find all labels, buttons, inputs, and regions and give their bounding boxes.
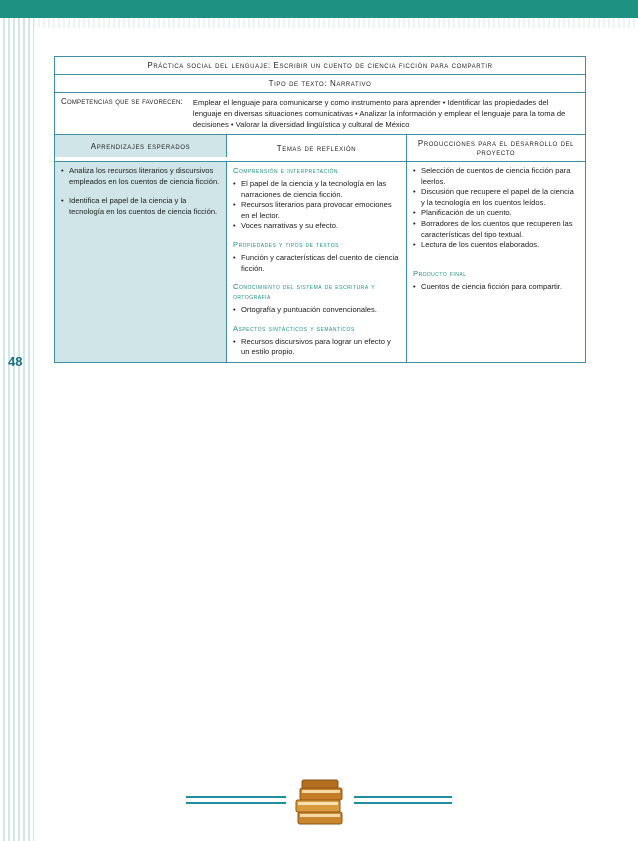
column-header-temas: Temas de reflexión: [227, 135, 407, 161]
aprendizajes-list: [61, 166, 220, 217]
list-item: • Planificación de un cuento.: [413, 208, 579, 219]
footer-rule-right: [354, 796, 452, 804]
aprendizajes-cell: [55, 162, 227, 362]
list-item: • Borradores de los cuentos que recuperen las características del tipo textual.: [413, 219, 579, 240]
list-item: • Ortografía y puntuación convencionales.: [233, 305, 400, 316]
table-title: Práctica social del lenguaje: Escribir un cuento de ciencia ficción para compartir: [147, 61, 493, 70]
temas-list: [233, 305, 400, 316]
table-subtitle-row: [55, 75, 585, 93]
competencias-row: [55, 93, 585, 135]
temas-list: [233, 179, 400, 232]
section-heading: Aspectos sintácticos y semánticos: [233, 323, 355, 333]
footer-rule-left: [186, 796, 286, 804]
top-stripe-pattern: [0, 18, 638, 28]
list-item: • Voces narrativas y su efecto.: [233, 221, 400, 232]
competencias-cell: [55, 93, 585, 134]
list-item: • Discusión que recupere el papel de la ciencia y la tecnología en los cuentos leídos.: [413, 187, 579, 208]
producto-list: [413, 282, 579, 293]
list-item: • Lectura de los cuentos elaborados.: [413, 240, 579, 251]
list-item: • Identifica el papel de la ciencia y la tecnología en los cuentos de ciencia ficción.: [61, 196, 220, 217]
list-item: • Recursos literarios para provocar emociones en el lector.: [233, 200, 400, 221]
section-heading: Comprensión e interpretación: [233, 166, 339, 175]
program-table: [54, 56, 586, 363]
page-number: 48: [8, 354, 23, 369]
temas-list: [233, 253, 400, 274]
list-item: • Cuentos de ciencia ficción para compartir.: [413, 282, 579, 293]
producto-final-heading: Producto final: [413, 268, 467, 278]
list-item: • Selección de cuentos de ciencia ficción para leerlos.: [413, 166, 579, 187]
top-color-bar: [0, 0, 638, 18]
text-type: Tipo de texto: Narrativo: [268, 79, 372, 88]
content-row: [55, 162, 585, 362]
left-stripe-pattern: [0, 18, 34, 841]
table-title-row: [55, 57, 585, 75]
temas-list: [233, 337, 400, 358]
column-header-row: [55, 135, 585, 162]
column-header-producciones: Producciones para el desarrollo del proyecto: [417, 139, 575, 157]
producciones-list: [413, 166, 579, 251]
section-heading: Conocimiento del sistema de escritura y ortografía: [233, 282, 376, 302]
column-header-aprendizajes: Aprendizajes esperados: [55, 135, 227, 157]
list-item: • El papel de la ciencia y la tecnología en las narraciones de ciencia ficción.: [233, 179, 400, 200]
competencias-label: Competencias que se favorecen:: [61, 97, 183, 106]
list-item: • Analiza los recursos literarios y discursivos empleados en los cuentos de ciencia ficción.: [61, 166, 220, 187]
stack-of-books-icon: [292, 778, 346, 826]
temas-cell: [227, 162, 407, 362]
list-item: • Función y características del cuento de ciencia ficción.: [233, 253, 400, 274]
section-heading: Propiedades y tipos de textos: [233, 239, 339, 249]
list-item: • Recursos discursivos para lograr un efecto y un estilo propio.: [233, 337, 400, 358]
competencias-text: Emplear el lenguaje para comunicarse y como instrumento para aprender • Identificar las propiedades del lenguaje en diversas situaciones comunicativas • Analizar la información y emplear el lenguaje para la toma de decisiones • Valorar la diversidad lingüística y cultural de México: [192, 98, 566, 129]
producciones-cell: [407, 162, 585, 362]
